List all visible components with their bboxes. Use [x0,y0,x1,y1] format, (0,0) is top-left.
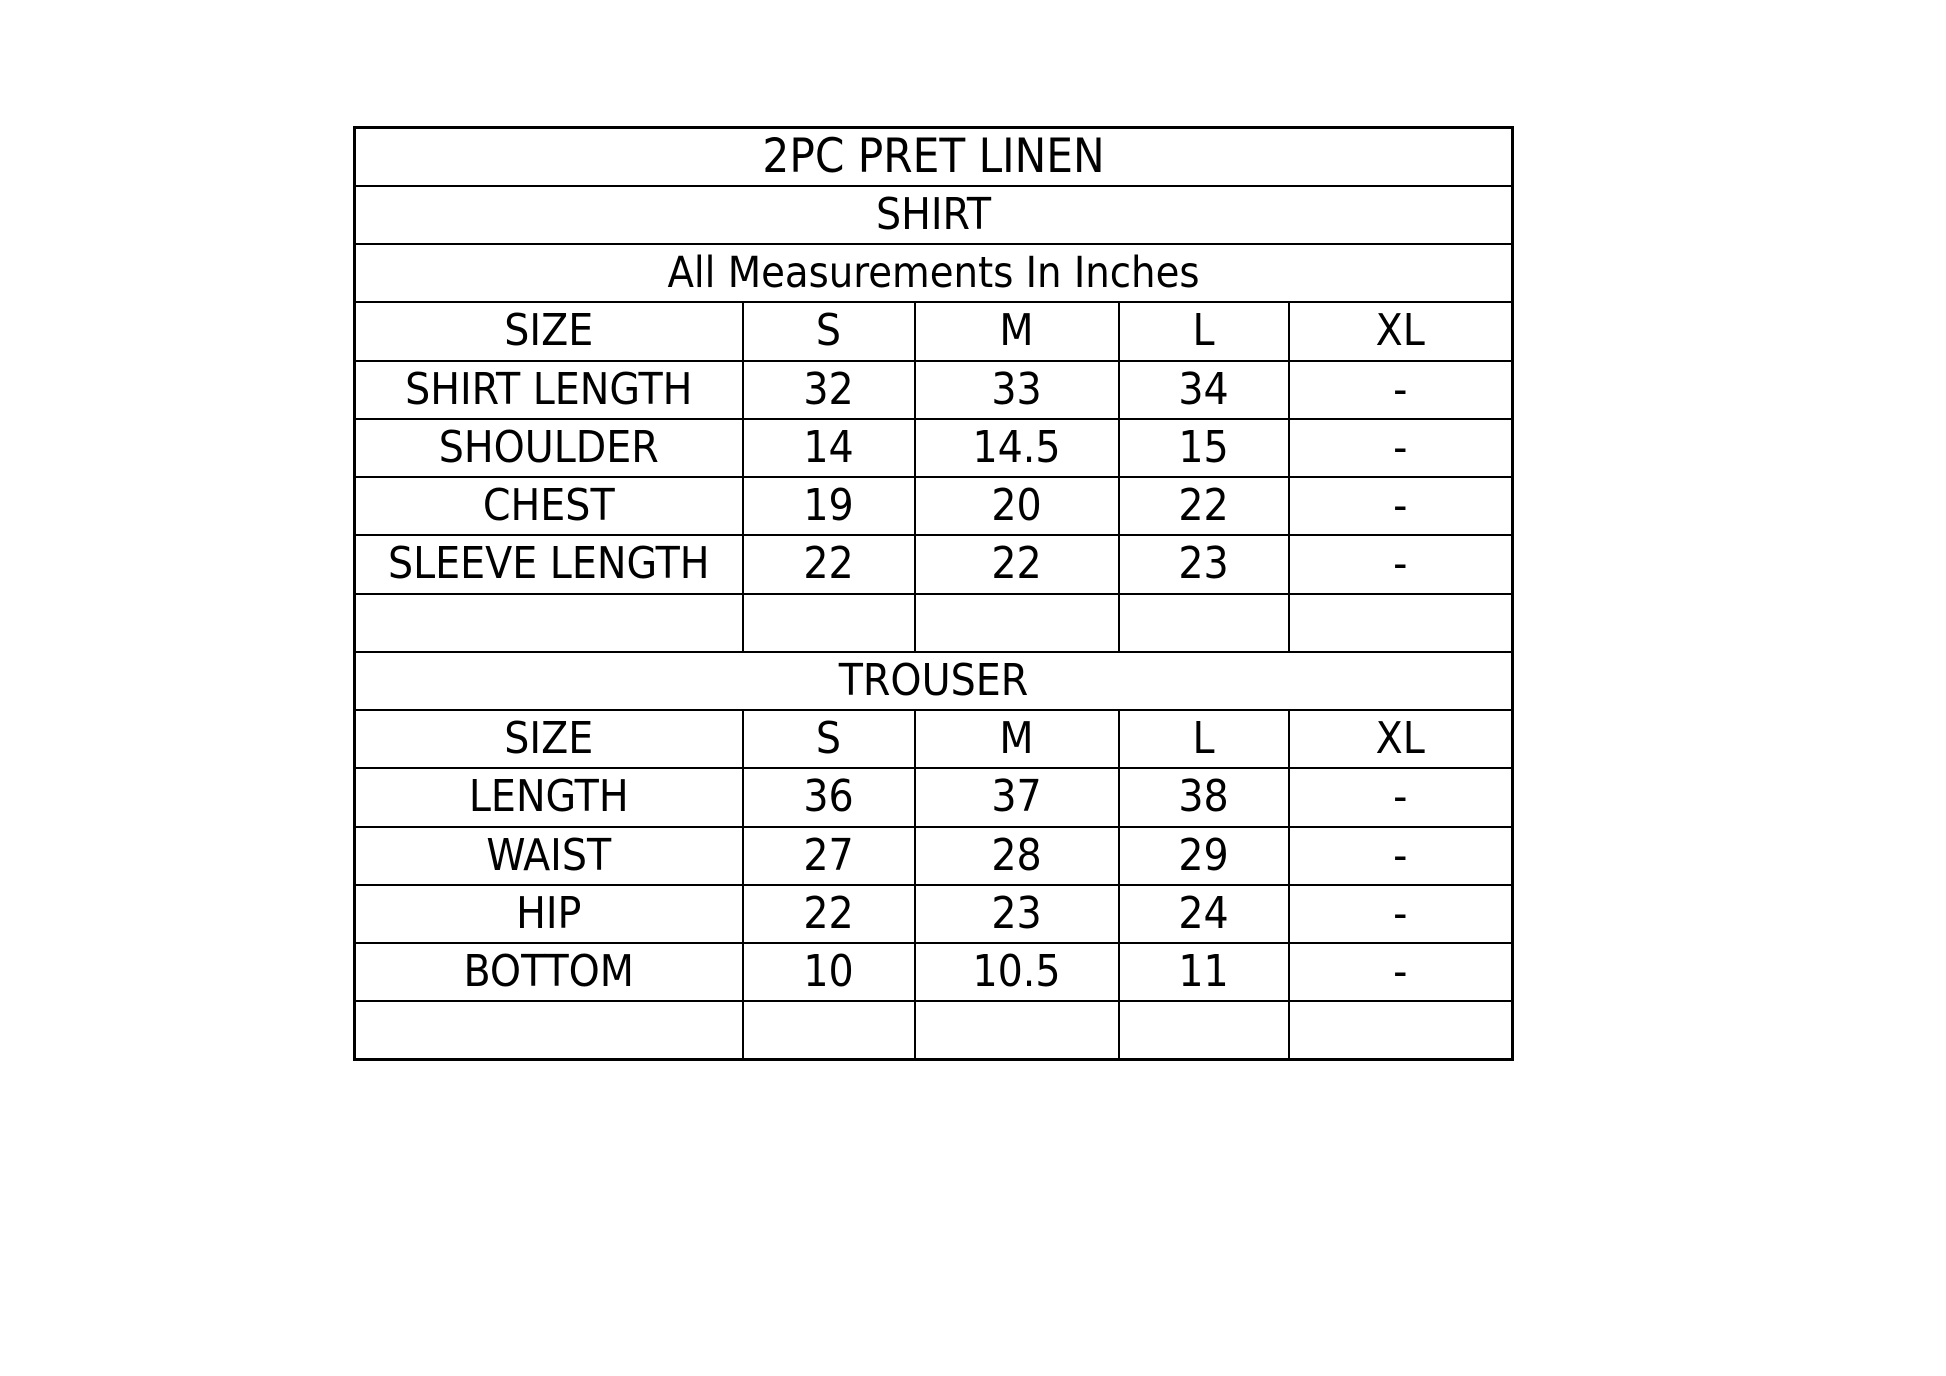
value-cell: 22 [1119,477,1289,535]
empty-cell [743,594,915,652]
header-cell-xl: XL [1289,302,1513,360]
empty-cell [743,1001,915,1059]
header-cell-l: L [1119,710,1289,768]
value-cell: 10 [743,943,915,1001]
table-row [355,768,1513,826]
table-row [355,477,1513,535]
header-cell-m: M [915,302,1119,360]
value-cell: - [1289,477,1513,535]
value-cell: 10.5 [915,943,1119,1001]
value-cell: 32 [743,361,915,419]
measurement-note: All Measurements In Inches [355,244,1513,302]
row-label: WAIST [355,827,743,885]
value-cell: - [1289,827,1513,885]
header-cell-xl: XL [1289,710,1513,768]
row-label: SHOULDER [355,419,743,477]
value-cell: 33 [915,361,1119,419]
trouser-heading-row [355,652,1513,710]
value-cell: 37 [915,768,1119,826]
value-cell: 20 [915,477,1119,535]
table-row [355,885,1513,943]
table-row [355,361,1513,419]
empty-cell [915,1001,1119,1059]
header-cell-size: SIZE [355,710,743,768]
value-cell: - [1289,943,1513,1001]
value-cell: 27 [743,827,915,885]
value-cell: 15 [1119,419,1289,477]
value-cell: 22 [743,885,915,943]
value-cell: 36 [743,768,915,826]
trouser-heading: TROUSER [355,652,1513,710]
row-label: SHIRT LENGTH [355,361,743,419]
value-cell: 22 [915,535,1119,593]
row-label: SLEEVE LENGTH [355,535,743,593]
value-cell: 24 [1119,885,1289,943]
value-cell: 38 [1119,768,1289,826]
value-cell: 19 [743,477,915,535]
header-cell-size: SIZE [355,302,743,360]
title-row [355,128,1513,186]
measurement-note-row [355,244,1513,302]
table-row [355,943,1513,1001]
value-cell: 14.5 [915,419,1119,477]
empty-cell [915,594,1119,652]
header-cell-l: L [1119,302,1289,360]
empty-cell [1289,1001,1513,1059]
value-cell: - [1289,885,1513,943]
value-cell: 14 [743,419,915,477]
shirt-heading: SHIRT [355,186,1513,244]
row-label: CHEST [355,477,743,535]
header-cell-m: M [915,710,1119,768]
row-label: HIP [355,885,743,943]
size-chart-table [353,126,1514,1061]
row-label: LENGTH [355,768,743,826]
header-cell-s: S [743,302,915,360]
value-cell: 28 [915,827,1119,885]
empty-cell [1119,594,1289,652]
empty-cell [355,1001,743,1059]
shirt-header-row [355,302,1513,360]
empty-row [355,1001,1513,1059]
empty-cell [355,594,743,652]
chart-title: 2PC PRET LINEN [355,128,1513,186]
empty-cell [1289,594,1513,652]
empty-row [355,594,1513,652]
value-cell: 34 [1119,361,1289,419]
value-cell: - [1289,535,1513,593]
row-label: BOTTOM [355,943,743,1001]
value-cell: - [1289,768,1513,826]
value-cell: 29 [1119,827,1289,885]
value-cell: - [1289,419,1513,477]
value-cell: 11 [1119,943,1289,1001]
table-row [355,419,1513,477]
value-cell: - [1289,361,1513,419]
empty-cell [1119,1001,1289,1059]
table-row [355,535,1513,593]
trouser-header-row [355,710,1513,768]
header-cell-s: S [743,710,915,768]
value-cell: 23 [1119,535,1289,593]
value-cell: 22 [743,535,915,593]
shirt-heading-row [355,186,1513,244]
value-cell: 23 [915,885,1119,943]
table-row [355,827,1513,885]
